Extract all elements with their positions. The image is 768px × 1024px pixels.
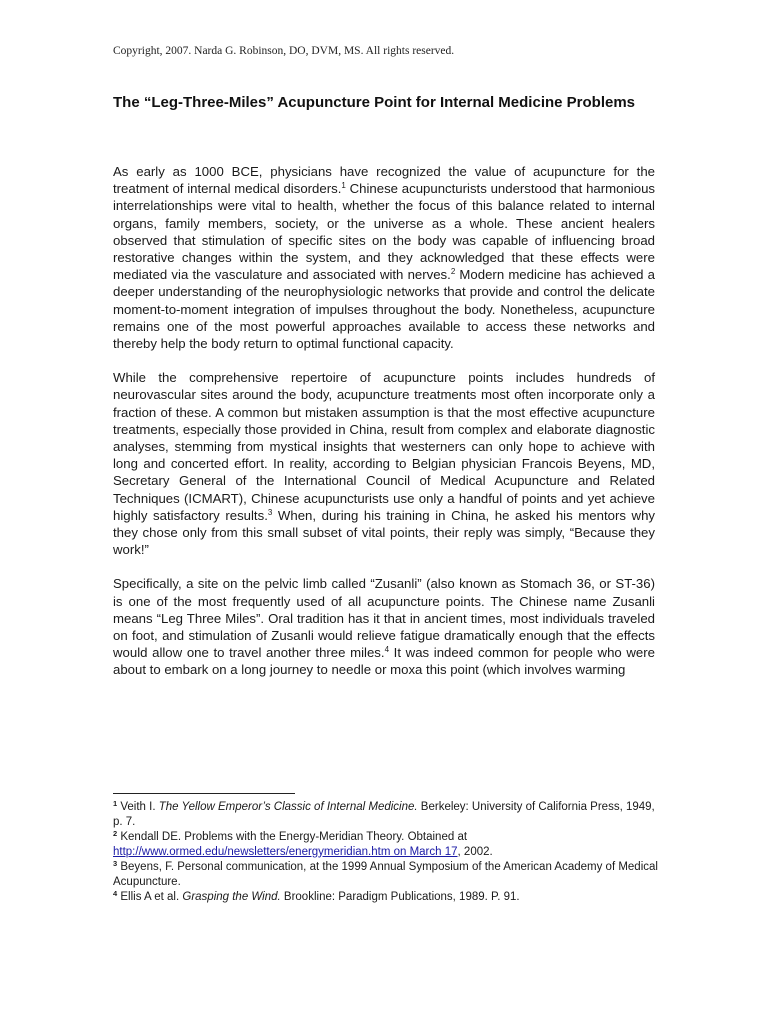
footnote-1-title: The Yellow Emperor’s Classic of Internal Medicine. [158, 801, 418, 813]
footnote-1-author: Veith I. [117, 801, 159, 813]
footnotes [113, 800, 658, 906]
footnote-1 [113, 800, 658, 829]
footnote-2 [113, 830, 658, 859]
footnote-3-number: 3 [113, 859, 118, 868]
footnote-4-publisher: Brookline: Paradigm Publications, 1989. P. 91. [280, 891, 520, 903]
copyright-line: Copyright, 2007. Narda G. Robinson, DO, DVM, MS. All rights reserved. [113, 45, 455, 57]
footnote-4-number: 4 [113, 889, 118, 898]
paragraph-1-text-a: As early as 1000 BCE, physicians have recognized the value of acupuncture for the treatment of internal medical disorders. [113, 164, 655, 197]
paragraph-2-text-b: When, during his training in China, he asked his mentors why they chose only from this small subset of vital points, their reply was simply, “Because they work!” [113, 507, 655, 558]
paragraph-2-text-a: While the comprehensive repertoire of acupuncture points includes hundreds of neurovascular sites around the body, acupuncture treatments most often incorporate only a fraction of these. A common but mistaken assumption is that the most effective acupuncture treatments, especially those provided in China, result from complex and elaborate diagnostic analyses, stemming from mystical insights that westerners can only hope to achieve with long and concerted effort. In reality, according to Belgian physician Francois Beyens, MD, Secretary General of the International Council of Medical Acupuncture and Related Techniques (ICMART), Chinese acupuncturists use only a handful of points and yet achieve highly satisfactory results. [113, 370, 655, 523]
article-title: The “Leg-Three-Miles” Acupuncture Point for Internal Medicine Problems [113, 94, 636, 111]
footnote-1-publisher: Berkeley: University of California Press, 1949, p. 7. [113, 801, 655, 828]
footnote-2-number: 2 [113, 829, 118, 838]
paragraph-1-text-c: Modern medicine has achieved a deeper understanding of the neurophysiologic networks that provide and control the delicate moment-to-moment integration of impulses throughout the body. Nonetheless, acupuncture remains one of the most powerful approaches available to access these networks and thereby help the body return to optimal functional capacity. [113, 267, 655, 352]
footnote-2-text: Kendall DE. Problems with the Energy-Meridian Theory. Obtained at [117, 831, 468, 843]
footnote-ref-4[interactable]: 4 [384, 645, 390, 655]
footnote-divider [113, 793, 295, 794]
footnote-3 [113, 860, 658, 889]
footnote-ref-1[interactable]: 1 [341, 181, 346, 191]
paragraph-3 [113, 575, 655, 678]
footnote-2-link[interactable]: http://www.ormed.edu/newsletters/energymeridian.htm on March 17 [113, 845, 458, 858]
footnote-4-author: Ellis A et al. [117, 891, 183, 903]
footnote-2-date: , 2002. [457, 845, 493, 858]
paragraph-2 [113, 369, 655, 558]
footnote-4-title: Grasping the Wind. [182, 891, 281, 903]
footnote-ref-2[interactable]: 2 [450, 267, 456, 277]
paragraph-3-text-b: It was indeed common for people who were about to embark on a long journey to needle or moxa this point (which involves warming [113, 645, 655, 678]
footnote-3-text: Beyens, F. Personal communication, at the 1999 Annual Symposium of the American Academy of Medical Acupuncture. [113, 861, 658, 888]
paragraph-1 [113, 163, 655, 352]
article-body [113, 163, 655, 696]
footnote-4 [113, 890, 658, 905]
paragraph-3-text-a: Specifically, a site on the pelvic limb called “Zusanli” (also known as Stomach 36, or ST-36) is one of the most frequently used of all acupuncture points. The Chinese name Zusanli means “Leg Three Miles”. Oral tradition has it that in ancient times, most individuals traveled on foot, and stimulation of Zusanli would relieve fatigue dramatically enough that the effects would allow one to travel another three miles. [113, 576, 655, 661]
footnote-1-number: 1 [113, 799, 118, 808]
footnote-ref-3[interactable]: 3 [267, 507, 273, 517]
paragraph-1-text-b: Chinese acupuncturists understood that harmonious interrelationships were vital to health, whether the focus of this balance related to internal organs, family members, society, or the universe as a whole. These ancient healers observed that stimulation of specific sites on the body was capable of influencing broad restorative changes within the system, and they acknowledged that these effects were mediated via the vasculature and associated with nerves. [113, 181, 655, 283]
